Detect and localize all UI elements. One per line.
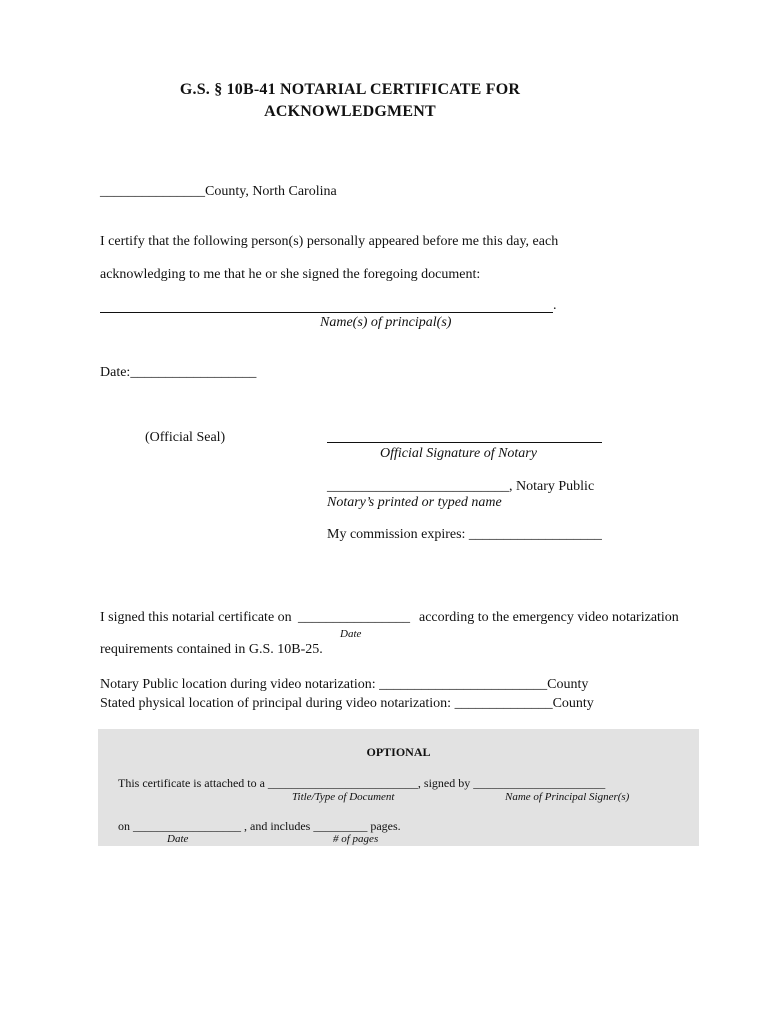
title-type-document-label: Title/Type of Document	[292, 791, 395, 803]
notary-location-line: Notary Public location during video notarization: ________________________County	[100, 677, 589, 692]
county-line: _______________County, North Carolina	[100, 184, 337, 199]
commission-expires-line: My commission expires: ___________________	[327, 527, 602, 542]
certificate-title-line-1: G.S. § 10B-41 NOTARIAL CERTIFICATE FOR	[179, 81, 521, 98]
principal-names-terminator: .	[553, 298, 557, 313]
signed-on-text: I signed this notarial certificate on	[100, 610, 292, 625]
certify-text-line-1: I certify that the following person(s) personally appeared before me this day, each	[100, 234, 559, 249]
notary-printed-name-label: Notary’s printed or typed name	[327, 495, 502, 510]
official-seal-label: (Official Seal)	[145, 430, 226, 445]
optional-on-line: on __________________ , and includes _________ pages.	[118, 819, 401, 833]
signed-on-date-label: Date	[340, 628, 362, 640]
notary-signature-rule	[327, 442, 602, 443]
date-line: Date:__________________	[100, 365, 257, 380]
principal-names-label: Name(s) of principal(s)	[320, 315, 452, 330]
principal-names-rule	[100, 312, 553, 313]
optional-pages-label: # of pages	[333, 833, 379, 845]
notary-public-line: __________________________, Notary Public	[327, 479, 595, 494]
notary-signature-label: Official Signature of Notary	[380, 446, 537, 461]
requirements-line: requirements contained in G.S. 10B-25.	[100, 642, 323, 657]
principal-signer-label: Name of Principal Signer(s)	[505, 791, 630, 803]
optional-date-label: Date	[167, 833, 189, 845]
certificate-title-line-2: ACKNOWLEDGMENT	[264, 103, 436, 120]
attached-to-line: This certificate is attached to a _________________________, signed by ______________________	[118, 776, 606, 790]
optional-section-title: OPTIONAL	[366, 745, 431, 759]
signed-on-date-blank: ________________	[298, 610, 410, 625]
signed-on-after-text: according to the emergency video notarization	[419, 610, 679, 625]
principal-location-line: Stated physical location of principal during video notarization: ______________County	[100, 696, 594, 711]
certify-text-line-2: acknowledging to me that he or she signed the foregoing document:	[100, 267, 481, 282]
